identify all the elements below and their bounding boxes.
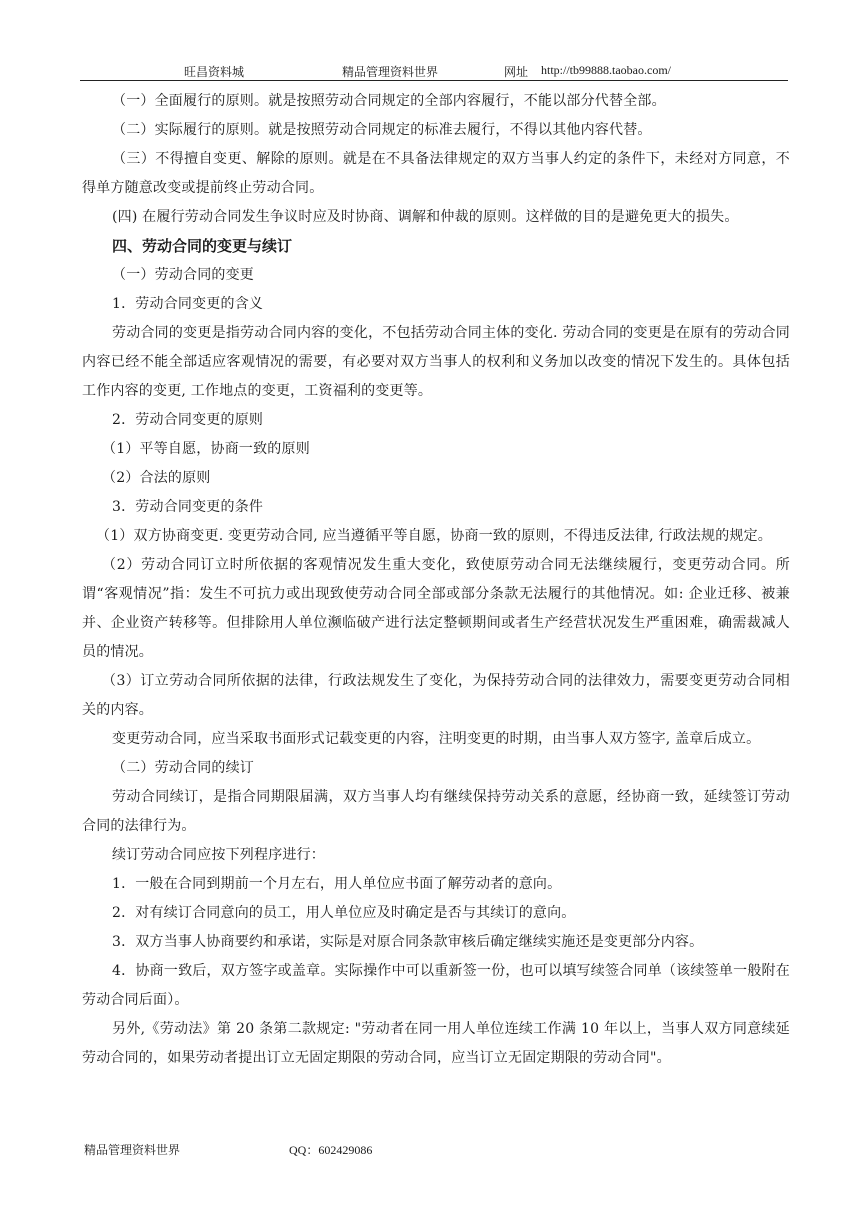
document-body: [82, 87, 790, 1073]
paragraph: 1．劳动合同变更的含义: [112, 296, 264, 312]
paragraph: （一）全面履行的原则。就是按照劳动合同规定的全部内容履行，不能以部分代替全部。: [112, 93, 666, 109]
paragraph: （2）合法的原则: [102, 470, 211, 486]
header-site-name: 旺昌资料城: [184, 65, 245, 79]
page-header: [80, 62, 788, 81]
paragraph: 续订劳动合同应按下列程序进行：: [112, 847, 325, 863]
paragraph: 3．劳动合同变更的条件: [112, 499, 264, 515]
footer-site-name: 精品管理资料世界: [84, 1143, 181, 1157]
paragraph: 另外,《劳动法》第 20 条第二款规定: "劳动者在同一用人单位连续工作满 10 年以上，当事人双方同意续延劳动合同的，如果劳动者提出订立无固定期限的劳动合同，应当订立无固定期限的劳动合同"。: [82, 1021, 790, 1066]
paragraph: 变更劳动合同，应当采取书面形式记载变更的内容，注明变更的时期，由当事人双方签字, 盖章后成立。: [112, 731, 761, 747]
paragraph: （二）劳动合同的续订: [112, 760, 254, 776]
paragraph: (四) 在履行劳动合同发生争议时应及时协商、调解和仲裁的原则。这样做的目的是避免更大的损失。: [112, 209, 739, 225]
header-title: 精品管理资料世界: [342, 65, 439, 79]
paragraph: （1）平等自愿，协商一致的原则: [102, 441, 310, 457]
footer-qq: QQ：602429086: [289, 1143, 373, 1157]
section-heading: 四、劳动合同的变更与续订: [112, 237, 293, 255]
paragraph: 3．双方当事人协商要约和承诺，实际是对原合同条款审核后确定继续实施还是变更部分内容。: [112, 934, 704, 950]
paragraph: （二）实际履行的原则。就是按照劳动合同规定的标准去履行，不得以其他内容代替。: [112, 122, 652, 138]
header-url-label: 网址: [504, 65, 529, 79]
paragraph: 2．对有续订合同意向的员工，用人单位应及时确定是否与其续订的意向。: [112, 905, 576, 921]
paragraph: 劳动合同续订，是指合同期限届满，双方当事人均有继续保持劳动关系的意愿，经协商一致，延续签订劳动合同的法律行为。: [82, 789, 790, 834]
paragraph: 4．协商一致后，双方签字或盖章。实际操作中可以重新签一份，也可以填写续签合同单（该续签单一般附在劳动合同后面）。: [82, 963, 790, 1008]
paragraph: 劳动合同的变更是指劳动合同内容的变化，不包括劳动合同主体的变化. 劳动合同的变更是在原有的劳动合同内容已经不能全部适应客观情况的需要，有必要对双方当事人的权利和义务加以改变的情况下发生的。具体包括工作内容的变更, 工作地点的变更，工资福利的变更等。: [82, 325, 790, 399]
page-footer: [84, 1141, 373, 1158]
paragraph: （3）订立劳动合同所依据的法律，行政法规发生了变化，为保持劳动合同的法律效力，需要变更劳动合同相关的内容。: [82, 673, 790, 718]
paragraph: 2．劳动合同变更的原则: [112, 412, 264, 428]
paragraph: （1）双方协商变更. 变更劳动合同, 应当遵循平等自愿，协商一致的原则，不得违反法律, 行政法规的规定。: [96, 528, 773, 544]
paragraph: （三）不得擅自变更、解除的原则。就是在不具备法律规定的双方当事人约定的条件下，未经对方同意，不得单方随意改变或提前终止劳动合同。: [82, 151, 790, 196]
paragraph: （2）劳动合同订立时所依据的客观情况发生重大变化，致使原劳动合同无法继续履行，变更劳动合同。所谓“客观情况”指：发生不可抗力或出现致使劳动合同全部或部分条款无法履行的其他情况。如: 企业迁移、被兼并、企业资产转移等。但排除用人单位濒临破产进行法定整顿期间或者生产经营状况发生严重困难，确需裁减人员的情况。: [82, 557, 790, 660]
header-url-link[interactable]: http://tb99888.taobao.com/: [541, 63, 671, 77]
paragraph: 1．一般在合同到期前一个月左右，用人单位应书面了解劳动者的意向。: [112, 876, 562, 892]
paragraph: （一）劳动合同的变更: [112, 267, 254, 283]
